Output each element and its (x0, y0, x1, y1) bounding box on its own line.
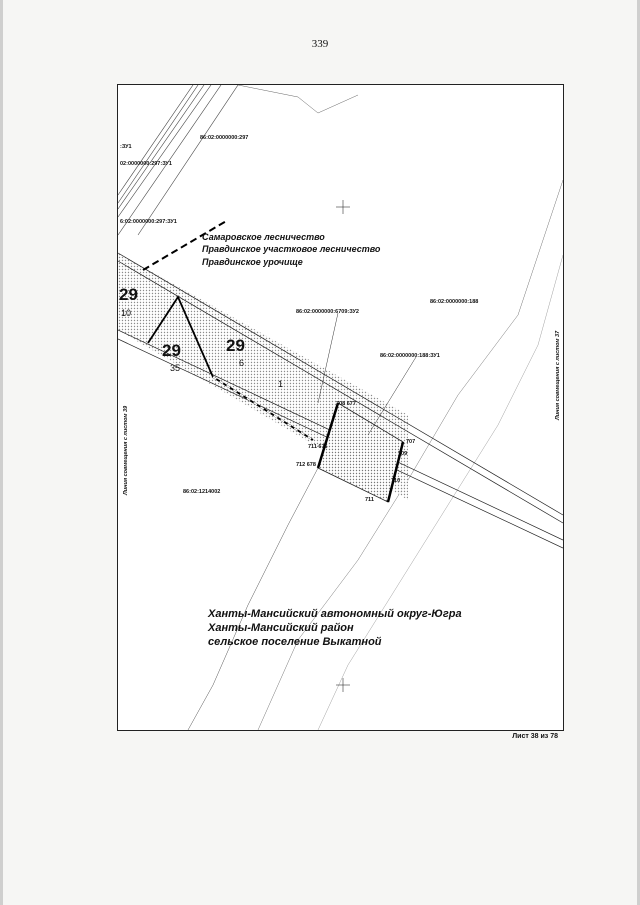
forestry-district: Правдинское участковое лесничество (202, 244, 381, 254)
upper-corridor-lines (118, 85, 238, 235)
cadastral-map (118, 85, 563, 730)
point-label: 708 677 (336, 401, 356, 407)
parcel-label: 86:02:0000000:188 (430, 299, 479, 305)
point-label: 711 676 (308, 444, 328, 450)
parcel-label: 02:0000000:297:ЗУ1 (120, 161, 172, 167)
parcel-label: 86:02:0000000:297 (200, 135, 249, 141)
scan-edge-left (0, 0, 3, 905)
parcel-label: 6:02:0000000:297:ЗУ1 (120, 219, 177, 225)
point-label: 707 (406, 439, 416, 445)
point-label: 709 (398, 451, 408, 457)
point-label: 711 (365, 497, 374, 503)
region-district: Ханты-Мансийский район (208, 622, 354, 634)
region-okrug: Ханты-Мансийский автономный округ-Югра (208, 608, 462, 620)
sheet-number: Лист 38 из 78 (512, 733, 558, 740)
point-label: 710 (391, 478, 401, 484)
forestry-tract: Правдинское урочище (202, 257, 303, 267)
parcel-label: :ЗУ1 (120, 144, 132, 150)
top-contour (238, 85, 358, 113)
page-number: 339 (311, 38, 329, 50)
section-number: 1 (278, 379, 284, 389)
point-label: 712 678 (296, 462, 316, 468)
forestry-name: Самаровское лесничество (202, 232, 325, 242)
right-sheet-join-label: Линия совмещения с листом 37 (555, 330, 561, 420)
parcel-label: 86:02:0000000:188:ЗУ1 (380, 353, 440, 359)
section-number: 35 (170, 363, 181, 373)
section-number: 6 (239, 358, 245, 368)
region-settlement: сельское поселение Выкатной (208, 636, 382, 648)
river-bank-line-2 (318, 255, 563, 730)
crossing-line (188, 468, 318, 730)
quarter-number: 29 (162, 341, 181, 360)
left-sheet-join-label: Линия совмещения с листом 39 (123, 405, 129, 495)
quarter-number: 29 (119, 285, 138, 304)
map-frame (117, 84, 564, 731)
parcel-label: 86:02:0000000:6709:ЗУ2 (296, 309, 359, 315)
parcel-label: 86:02:1214002 (183, 489, 221, 495)
section-number: 10 (121, 308, 132, 318)
quarter-number: 29 (226, 336, 245, 355)
